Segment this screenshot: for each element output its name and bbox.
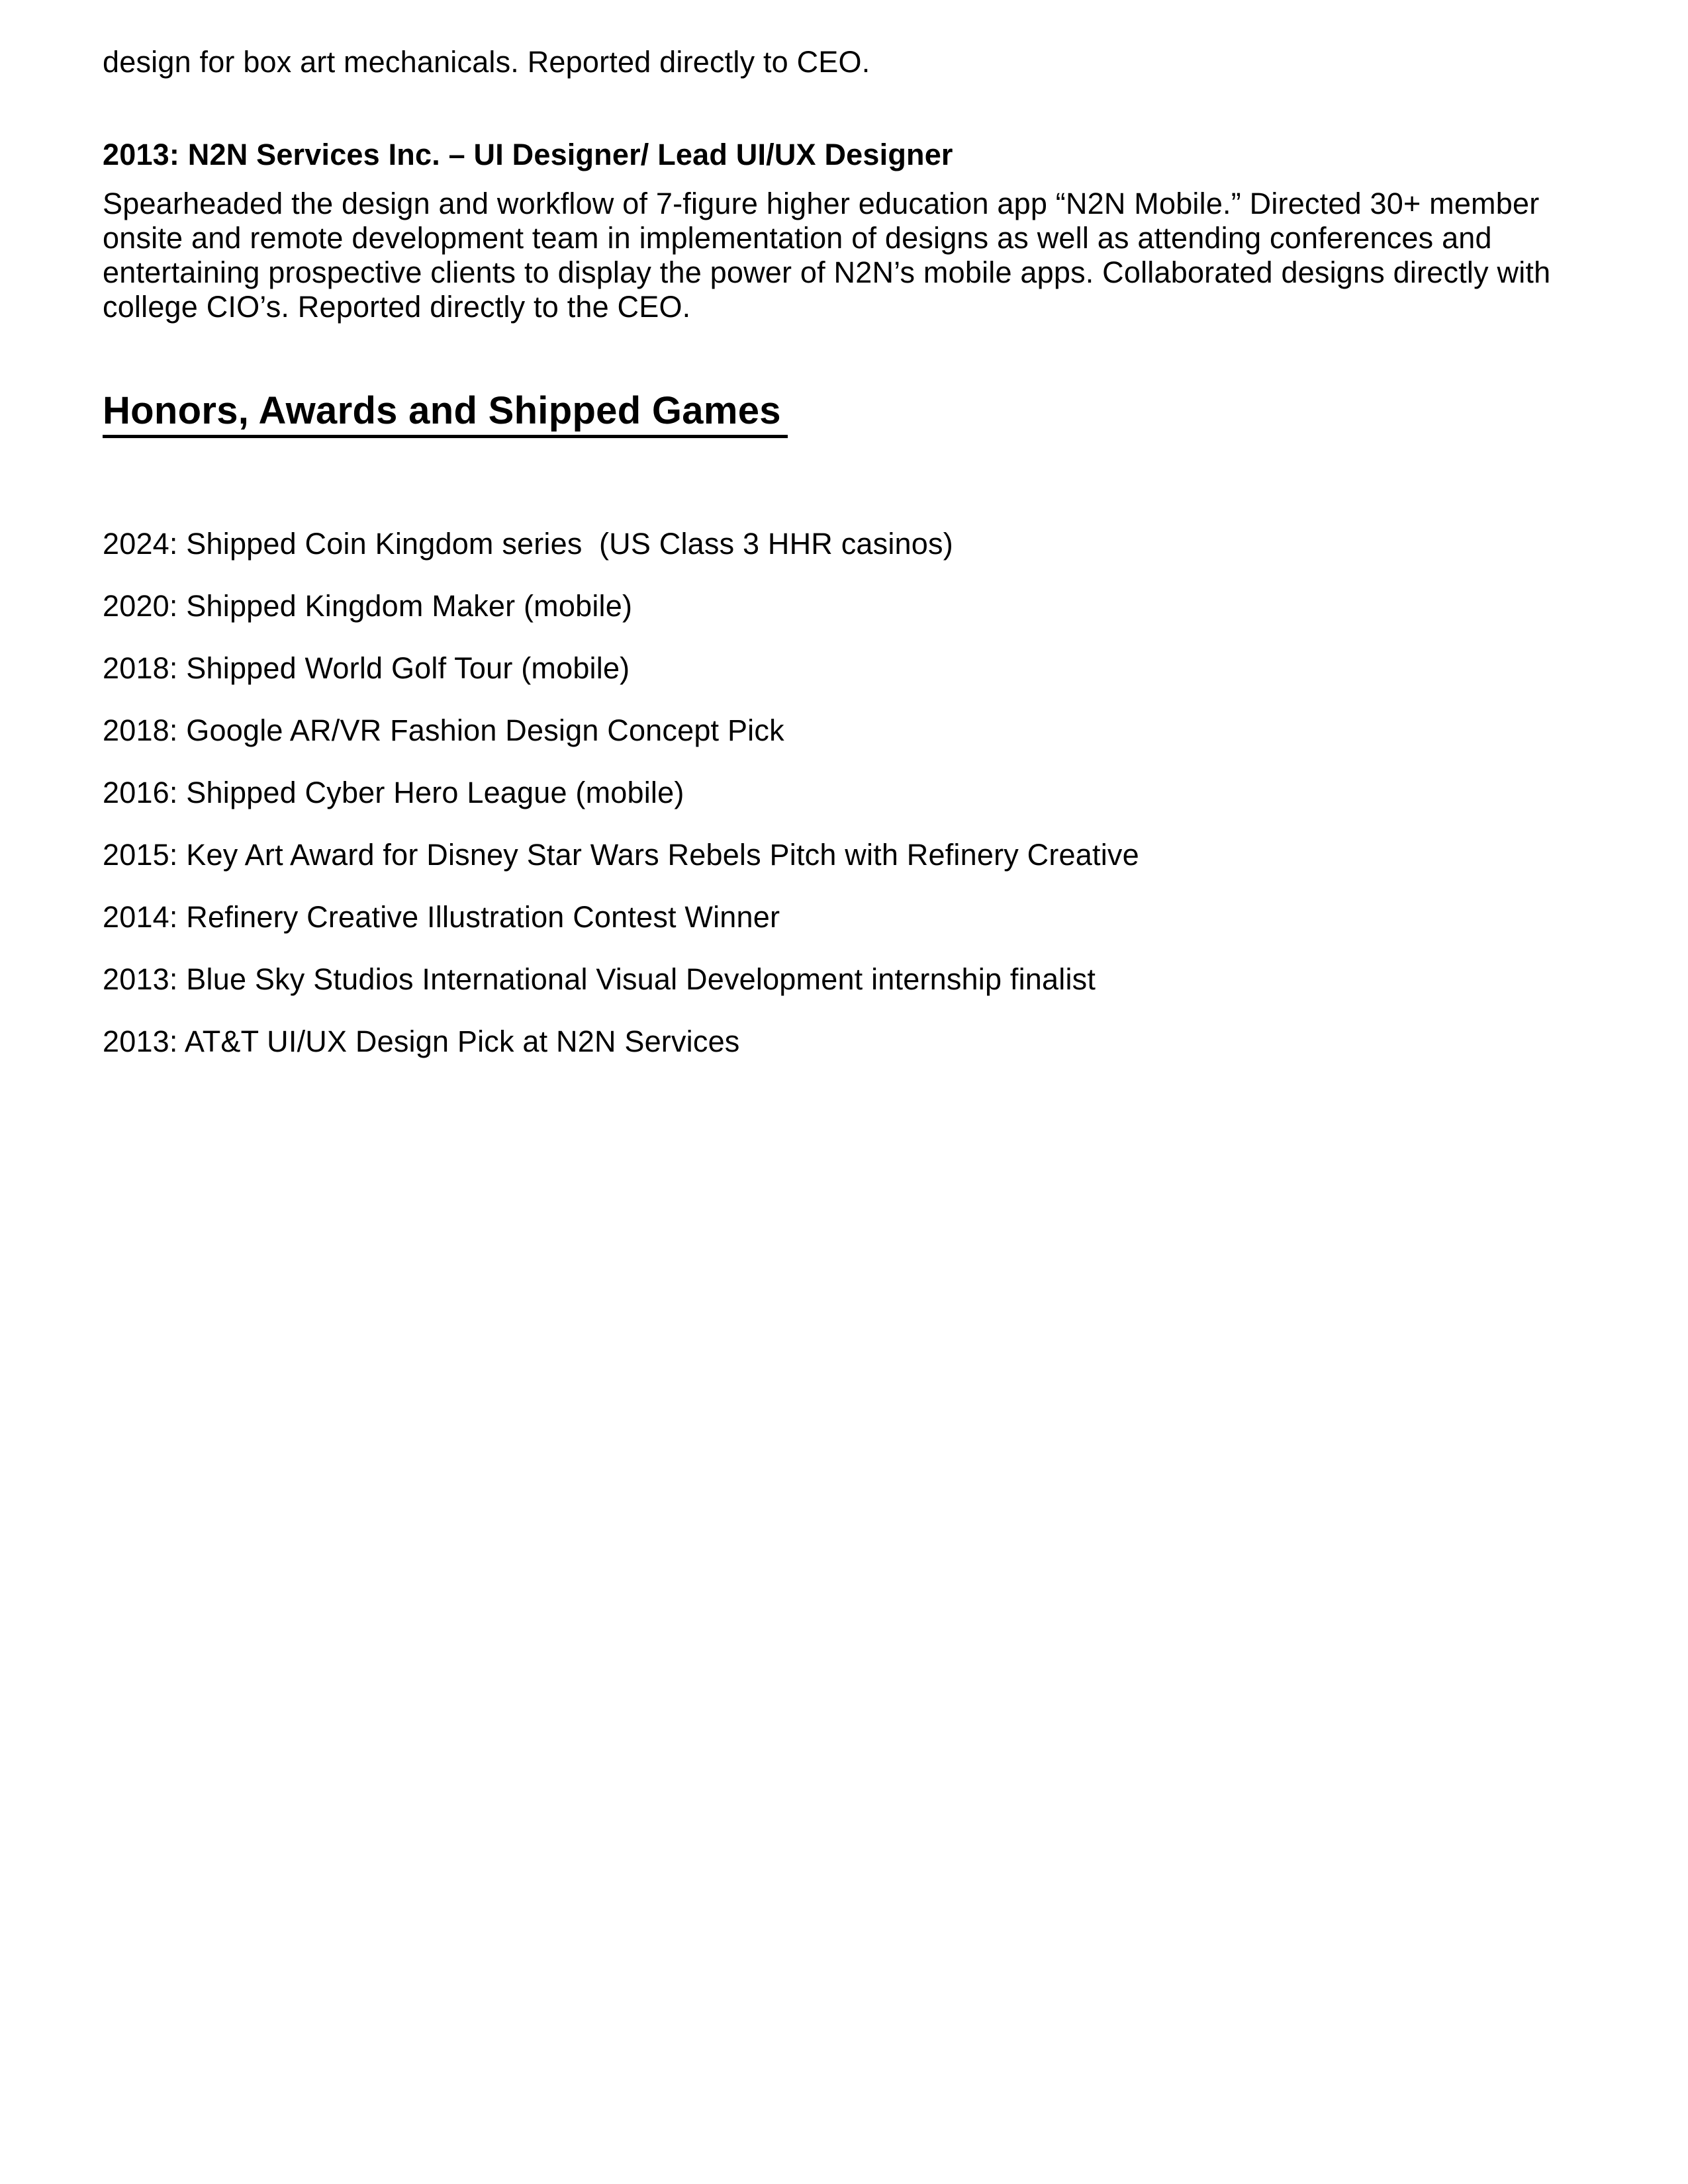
honors-list-item: 2013: AT&T UI/UX Design Pick at N2N Services [103, 1024, 740, 1058]
honors-list [103, 527, 1582, 1059]
job-description-line: onsite and remote development team in implementation of designs as well as attending conferences and [103, 221, 1492, 255]
job-entry-heading: 2013: N2N Services Inc. – UI Designer/ Lead UI/UX Designer [103, 138, 953, 171]
honors-list-item: 2018: Shipped World Golf Tour (mobile) [103, 651, 630, 685]
honors-list-item: 2013: Blue Sky Studios International Visual Development internship finalist [103, 962, 1096, 996]
honors-list-item: 2014: Refinery Creative Illustration Contest Winner [103, 900, 780, 934]
section-heading-honors-text: Honors, Awards and Shipped Games [103, 389, 788, 438]
honors-list-item: 2020: Shipped Kingdom Maker (mobile) [103, 589, 633, 623]
paragraph-continuation: design for box art mechanicals. Reported directly to CEO. [103, 45, 870, 79]
section-heading-honors [103, 389, 1582, 438]
job-description-line: college CIO’s. Reported directly to the CEO. [103, 290, 691, 324]
honors-list-item: 2024: Shipped Coin Kingdom series (US Class 3 HHR casinos) [103, 527, 953, 561]
honors-list-item: 2018: Google AR/VR Fashion Design Concept Pick [103, 713, 784, 747]
job-description-line: Spearheaded the design and workflow of 7-figure higher education app “N2N Mobile.” Directed 30+ member [103, 187, 1540, 220]
job-description [103, 187, 1582, 324]
honors-list-item: 2015: Key Art Award for Disney Star Wars Rebels Pitch with Refinery Creative [103, 838, 1139, 872]
honors-list-item: 2016: Shipped Cyber Hero League (mobile) [103, 776, 684, 809]
job-description-line: entertaining prospective clients to display the power of N2N’s mobile apps. Collaborated designs directly with [103, 255, 1551, 289]
